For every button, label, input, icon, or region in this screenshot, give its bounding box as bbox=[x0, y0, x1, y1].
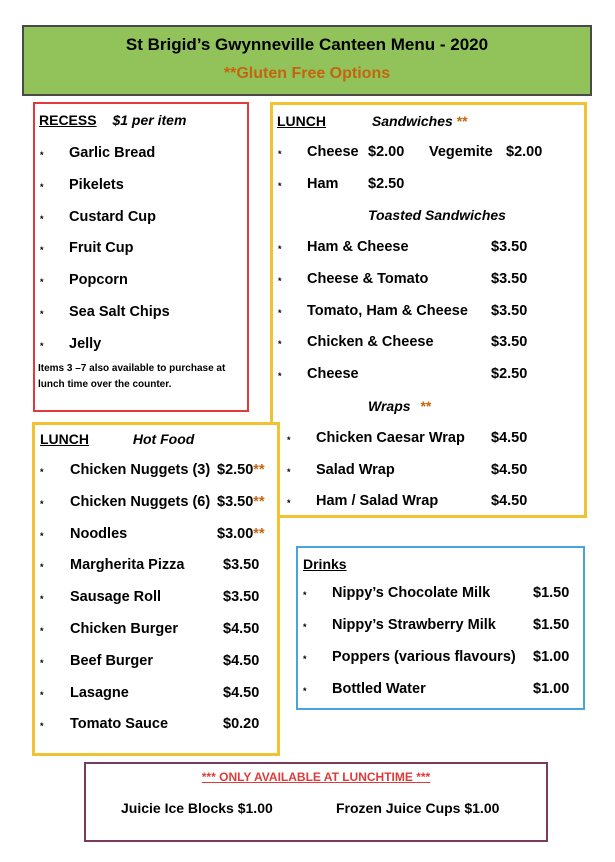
drink-item-price: $1.50 bbox=[533, 617, 570, 633]
bullet-icon: * bbox=[40, 150, 44, 160]
frozen-juice-cups: Frozen Juice Cups $1.00 bbox=[336, 800, 500, 816]
wrap-item-price: $4.50 bbox=[491, 461, 528, 478]
hot-food-item-name: Chicken Burger bbox=[70, 621, 178, 637]
drinks-heading: Drinks bbox=[303, 556, 347, 572]
recess-item: Sea Salt Chips bbox=[69, 304, 170, 320]
lunch-heading: LUNCH bbox=[40, 431, 89, 447]
recess-item: Custard Cup bbox=[69, 208, 156, 225]
bullet-icon: * bbox=[303, 622, 307, 632]
bullet-icon: * bbox=[278, 244, 282, 254]
hot-food-item-name: Tomato Sauce bbox=[70, 716, 169, 733]
toasted-item-name: Cheese & Tomato bbox=[307, 270, 429, 287]
wraps-subheading: Wraps bbox=[368, 398, 411, 414]
bullet-icon: * bbox=[40, 626, 44, 636]
sandwiches-subheading: Sandwiches bbox=[371, 113, 453, 129]
toasted-item-price: $3.50 bbox=[491, 334, 528, 351]
hot-food-item-price bbox=[223, 621, 259, 637]
hot-food-item-price bbox=[223, 589, 259, 605]
drink-item-price: $1.00 bbox=[533, 649, 570, 665]
lunch-heading: LUNCH bbox=[277, 113, 326, 129]
drink-item-name: Nippy’s Chocolate Milk bbox=[332, 585, 491, 601]
drink-item-price: $1.00 bbox=[533, 681, 570, 697]
gluten-free-legend: **Gluten Free Options bbox=[223, 65, 391, 82]
bullet-icon: * bbox=[278, 371, 282, 382]
bullet-icon: * bbox=[278, 307, 282, 318]
sandwich-item-name: Vegemite bbox=[429, 144, 493, 160]
wrap-item-price: $4.50 bbox=[491, 430, 528, 446]
sandwich-item-name: Ham bbox=[307, 175, 339, 192]
lunch-hot-heading-row bbox=[40, 431, 194, 447]
recess-item: Fruit Cup bbox=[69, 240, 134, 257]
wrap-item-name: Ham / Salad Wrap bbox=[316, 493, 439, 509]
lunchtime-special-section bbox=[84, 762, 548, 842]
drink-item-price: $1.50 bbox=[533, 585, 570, 601]
toasted-item-name: Ham & Cheese bbox=[307, 239, 409, 255]
bullet-icon: * bbox=[40, 498, 44, 509]
price-value: $2.50 bbox=[217, 462, 254, 478]
price-value: $3.50 bbox=[223, 557, 260, 574]
bullet-icon: * bbox=[278, 275, 282, 286]
drinks-heading-row bbox=[303, 556, 347, 572]
bullet-icon: * bbox=[40, 594, 44, 605]
sandwich-item-price: $2.00 bbox=[368, 144, 405, 160]
price-value: $3.00 bbox=[217, 525, 254, 542]
hot-food-item-price bbox=[223, 557, 259, 573]
drink-item-name: Poppers (various flavours) bbox=[332, 649, 516, 665]
toasted-item-price: $3.50 bbox=[491, 302, 528, 319]
wrap-item-name: Chicken Caesar Wrap bbox=[316, 430, 465, 446]
gluten-free-mark: ** bbox=[253, 493, 265, 510]
hot-food-item-price bbox=[217, 494, 265, 510]
hot-food-subheading: Hot Food bbox=[132, 431, 195, 447]
toasted-item-price: $2.50 bbox=[491, 366, 528, 383]
wraps-subheading-row bbox=[368, 398, 431, 414]
menu-header bbox=[22, 25, 592, 96]
recess-item: Pikelets bbox=[69, 176, 124, 193]
wrap-item-price: $4.50 bbox=[491, 493, 528, 509]
bullet-icon: * bbox=[40, 562, 44, 573]
bullet-icon: * bbox=[278, 149, 282, 159]
recess-note: Items 3 –7 also available to purchase at lunch time over the counter. bbox=[38, 363, 226, 390]
gluten-free-mark: ** bbox=[253, 525, 265, 542]
price-value: $3.50 bbox=[217, 493, 254, 510]
toasted-subheading: Toasted Sandwiches bbox=[368, 207, 506, 223]
hot-food-item-name: Margherita Pizza bbox=[70, 557, 185, 574]
bullet-icon: * bbox=[40, 657, 44, 668]
sandwich-item-price: $2.00 bbox=[506, 144, 543, 160]
bullet-icon: * bbox=[278, 180, 282, 191]
toasted-item-name: Cheese bbox=[307, 366, 359, 383]
drink-item-name: Bottled Water bbox=[332, 681, 426, 697]
gluten-free-mark: ** bbox=[420, 398, 432, 414]
toasted-item-name: Tomato, Ham & Cheese bbox=[307, 302, 468, 319]
lunch-sandwiches-heading-row bbox=[277, 113, 468, 129]
wrap-item-name: Salad Wrap bbox=[316, 461, 395, 478]
bullet-icon: * bbox=[287, 498, 291, 508]
recess-item: Garlic Bread bbox=[69, 145, 156, 161]
hot-food-item-name: Sausage Roll bbox=[70, 589, 162, 606]
hot-food-item-price bbox=[223, 685, 259, 701]
recess-section bbox=[33, 102, 249, 412]
bullet-icon: * bbox=[278, 339, 282, 350]
page-title: St Brigid’s Gwynneville Canteen Menu - 2020 bbox=[125, 35, 489, 54]
bullet-icon: * bbox=[40, 530, 44, 541]
toasted-item-price: $3.50 bbox=[491, 239, 528, 255]
price-value: $4.50 bbox=[223, 684, 260, 701]
recess-heading-row bbox=[39, 112, 186, 128]
bullet-icon: * bbox=[40, 340, 44, 351]
hot-food-item-name: Chicken Nuggets (3) bbox=[70, 462, 211, 478]
toasted-item-name: Chicken & Cheese bbox=[307, 334, 434, 351]
recess-heading: RECESS bbox=[39, 112, 97, 128]
juicie-ice-blocks: Juicie Ice Blocks $1.00 bbox=[121, 800, 273, 816]
bullet-icon: * bbox=[40, 721, 44, 732]
recess-price-note: $1 per item bbox=[112, 112, 187, 128]
price-value: $4.50 bbox=[223, 652, 260, 669]
lunchtime-only-notice: *** ONLY AVAILABLE AT LUNCHTIME *** bbox=[201, 770, 431, 784]
hot-food-item-name: Beef Burger bbox=[70, 652, 153, 669]
sandwich-item-name: Cheese bbox=[307, 144, 359, 160]
bullet-icon: * bbox=[287, 435, 291, 445]
sandwich-item-price: $2.50 bbox=[368, 175, 405, 192]
drinks-section bbox=[296, 546, 585, 710]
bullet-icon: * bbox=[40, 181, 44, 192]
hot-food-item-name: Lasagne bbox=[70, 684, 129, 701]
bullet-icon: * bbox=[287, 466, 291, 477]
price-value: $4.50 bbox=[223, 621, 260, 637]
hot-food-item-price bbox=[217, 462, 265, 478]
bullet-icon: * bbox=[303, 686, 307, 696]
gluten-free-mark: ** bbox=[253, 462, 265, 478]
bullet-icon: * bbox=[40, 689, 44, 700]
lunch-hot-food-section bbox=[32, 422, 280, 756]
hot-food-item-price bbox=[223, 716, 259, 732]
hot-food-item-price bbox=[217, 526, 265, 542]
lunch-sandwiches-section bbox=[270, 102, 587, 518]
gluten-free-mark: ** bbox=[456, 113, 468, 129]
bullet-icon: * bbox=[303, 590, 307, 600]
bullet-icon: * bbox=[40, 309, 44, 319]
bullet-icon: * bbox=[40, 467, 44, 477]
drink-item-name: Nippy’s Strawberry Milk bbox=[332, 617, 496, 633]
toasted-item-price: $3.50 bbox=[491, 270, 528, 287]
price-value: $0.20 bbox=[223, 716, 260, 733]
hot-food-item-name: Noodles bbox=[70, 525, 128, 542]
hot-food-item-price bbox=[223, 653, 259, 669]
recess-item: Jelly bbox=[69, 335, 102, 352]
price-value: $3.50 bbox=[223, 589, 260, 606]
bullet-icon: * bbox=[40, 213, 44, 224]
bullet-icon: * bbox=[303, 654, 307, 664]
bullet-icon: * bbox=[40, 245, 44, 256]
hot-food-item-name: Chicken Nuggets (6) bbox=[70, 493, 211, 510]
bullet-icon: * bbox=[40, 277, 44, 288]
recess-item: Popcorn bbox=[69, 272, 128, 289]
